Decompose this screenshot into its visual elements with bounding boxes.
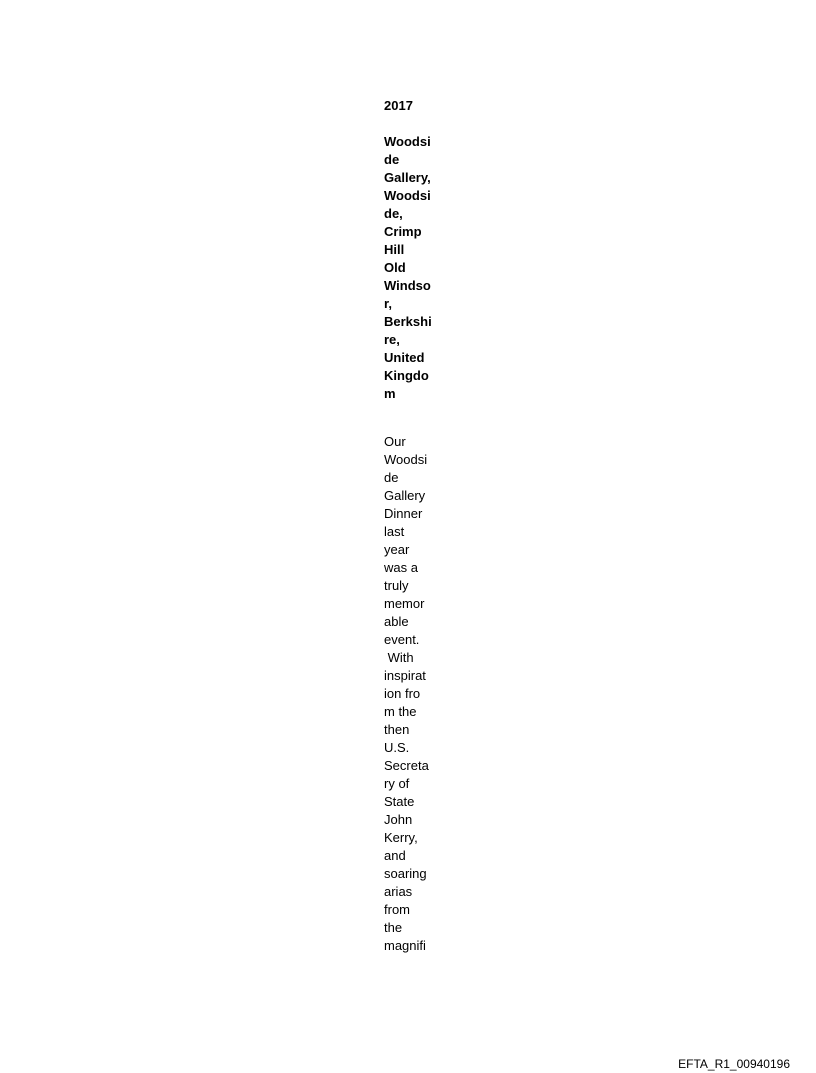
venue-heading [384, 133, 432, 403]
body-line: John [384, 812, 413, 827]
venue-line: Old [384, 260, 406, 275]
body-line: With [384, 650, 414, 665]
venue-line: m [384, 386, 396, 401]
body-line: inspirat [384, 668, 426, 683]
body-line: Dinner [384, 506, 423, 521]
venue-line: r, [384, 296, 392, 311]
venue-line: Woodsi [384, 134, 431, 149]
body-line: able [384, 614, 409, 629]
body-line: magnifi [384, 938, 426, 953]
body-line: de [384, 470, 399, 485]
venue-line: United [384, 350, 425, 365]
event-year [384, 97, 413, 115]
venue-line: re, [384, 332, 400, 347]
body-line: was a [384, 560, 418, 575]
venue-line: de, [384, 206, 403, 221]
venue-line: Crimp [384, 224, 422, 239]
body-paragraph [384, 433, 429, 955]
body-line: ion fro [384, 686, 421, 701]
body-line: event. [384, 632, 420, 647]
body-line: and [384, 848, 406, 863]
document-id-footer: EFTA_R1_00940196 [678, 1057, 790, 1071]
body-line: arias [384, 884, 413, 899]
venue-line: Gallery, [384, 170, 431, 185]
body-line: from [384, 902, 410, 917]
venue-line: de [384, 152, 400, 167]
venue-line: Kingdo [384, 368, 429, 383]
body-line: U.S. [384, 740, 410, 755]
body-line: Woodsi [384, 452, 428, 467]
body-line: soaring [384, 866, 427, 881]
venue-line: Berkshi [384, 314, 432, 329]
body-line: then [384, 722, 410, 737]
body-line: year [384, 542, 410, 557]
body-line: the [384, 920, 403, 935]
body-line: last [384, 524, 405, 539]
body-line: Gallery [384, 488, 426, 503]
body-line: ry of [384, 776, 410, 791]
body-line: m the [384, 704, 417, 719]
body-line: Secreta [384, 758, 429, 773]
body-line: memor [384, 596, 425, 611]
venue-line: Hill [384, 242, 405, 257]
body-line: truly [384, 578, 409, 593]
venue-line: Woodsi [384, 188, 431, 203]
body-line: State [384, 794, 415, 809]
body-line: Kerry, [384, 830, 418, 845]
year-text: 2017 [384, 98, 413, 113]
body-line: Our [384, 434, 406, 449]
venue-line: Windso [384, 278, 431, 293]
